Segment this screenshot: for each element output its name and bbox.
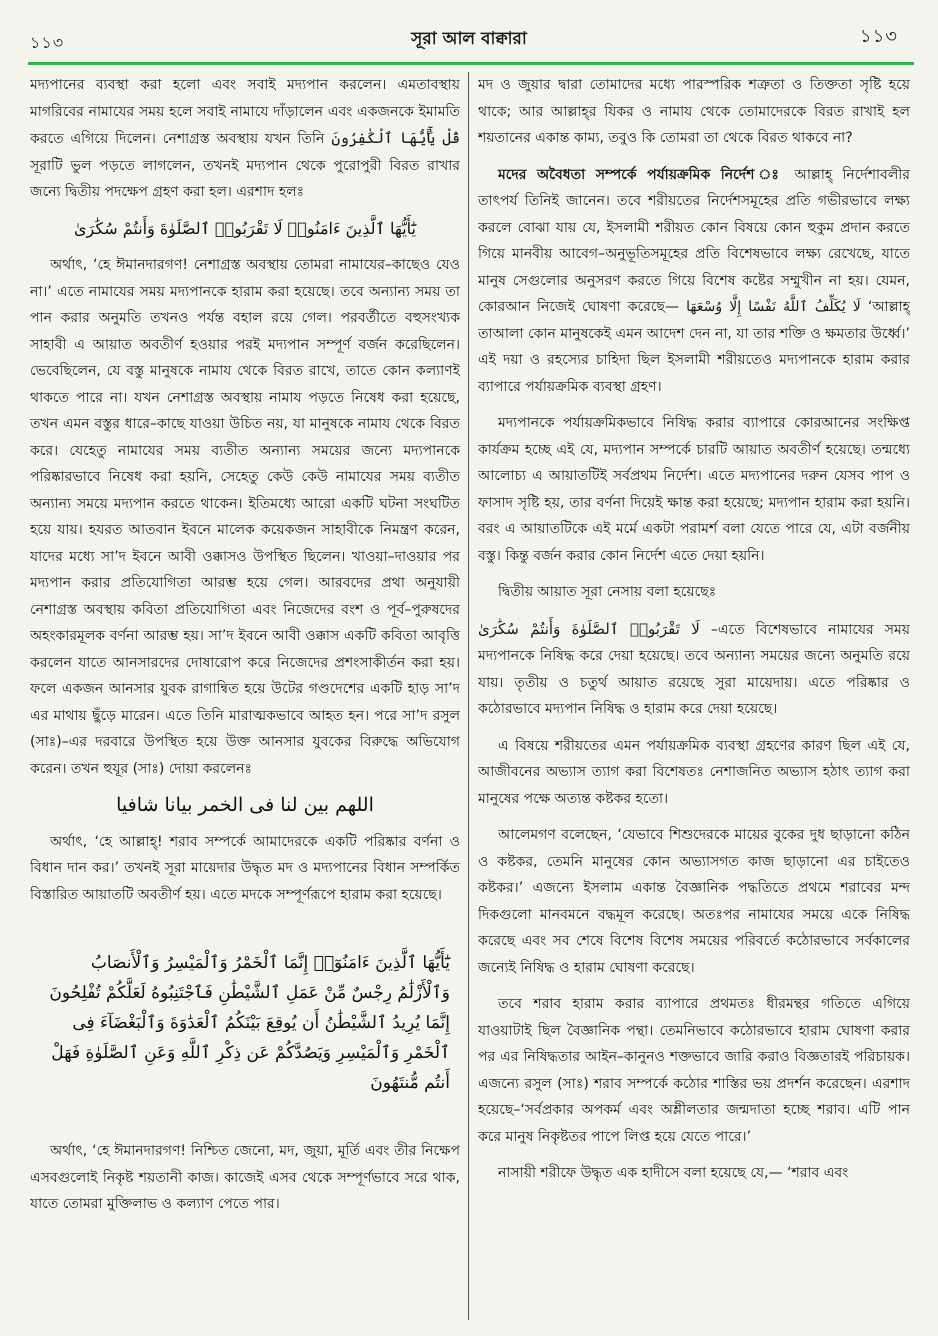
right-paragraph-4: দ্বিতীয় আয়াত সূরা নেসায় বলা হয়েছেঃ — [498, 584, 717, 600]
left-paragraph-4: অর্থাৎ, ‘হে ঈমানদারগণ! নিশ্চিত জেনো, মদ, জুয়া, মূর্তি এবং তীর নিক্ষেপ এসবগুলোই নিকৃষ্ট শয়তানী কাজ। কাজেই এসব থেকে সম্পূর্ণভাবে সরে থাক, যাতে তোমরা মুক্তিলাভ ও কল্যাণ পেতে পার। — [30, 1143, 460, 1212]
left-paragraph-3: অর্থাৎ, ‘হে আল্লাহ্! শরাব সম্পর্কে আমাদেরকে একটি পরিষ্কার বর্ণনা ও বিধান দান কর।’ তখনই সূরা মায়েদার উদ্ধৃত মদ ও মদ্যপানের বিধান সম্পর্কিত বিস্তারিত আয়াতটি অবতীর্ণ হয়। এতে মদকে সম্পূর্ণরূপে হারাম করা হয়েছে। — [30, 833, 460, 903]
arabic-verse-block: يَٰٓأَيُّهَا ٱلَّذِينَ ءَامَنُوٓا۟ إِنَّمَا ٱلْخَمْرُ وَٱلْمَيْسِرُ وَٱلْأَنصَابُ وَٱلْأَزْلَٰمُ رِجْسٌ مِّنْ عَمَلِ ٱلشَّيْطَٰنِ فَٱجْتَنِبُوهُ لَعَلَّكُمْ تُفْلِحُونَ إِنَّمَا يُرِيدُ ٱلشَّيْطَٰنُ أَن يُوقِعَ بَيْنَكُمُ ٱلْعَدَٰوَةَ وَٱلْبَغْضَآءَ فِى ٱلْخَمْرِ وَٱلْمَيْسِرِ وَيَصُدَّكُمْ عَن ذِكْرِ ٱللَّهِ وَعَنِ ٱلصَّلَوٰةِ فَهَلْ أَنتُم مُّنتَهُونَ — [49, 953, 450, 1093]
running-title: সূরা আল বাক্বারা — [411, 29, 527, 49]
right-paragraph-6: এ বিষয়ে শরীয়তের এমন পর্যায়ক্রমিক ব্যবস্থা গ্রহণের কারণ ছিল এই যে, আজীবনের অভ্যাস ত্যাগ করা বিশেষতঃ নেশাজনিত অভ্যাস হঠাৎ ত্যাগ করা মানুষের পক্ষে অত্যন্ত কষ্টকর হতো। — [478, 737, 910, 807]
left-paragraph-1: মদ্যপানের ব্যবস্থা করা হলো এবং সবাই মদ্যপান করলেন। এমতাবস্থায় মাগরিবের নামাযের সময় হলে সবাই নামাযে দাঁড়ালেন এবং একজনকে ইমামতি করতে এগিয়ে দিলেন। নেশাগ্রস্ত অবস্থায় যখন তিনি قُلْ يَٰٓأَيُّهَا ٱلْكَٰفِرُونَ সূরাটি ভুল পড়তে লাগলেন, তখনই মদ্যপান থেকে পুরোপুরী বিরত রাখার জন্যে দ্বিতীয় পদক্ষেপ গ্রহণ করা হল। এরশাদ হলঃ — [30, 77, 460, 200]
inline-arabic-wusaha: لَا يُكَلِّفُ ٱللَّهُ نَفْسًا إِلَّا وُسْعَهَا — [686, 299, 861, 315]
left-column — [30, 72, 460, 1320]
right-paragraph-9: নাসায়ী শরীফে উদ্ধৃত এক হাদীসে বলা হয়েছে যে,— ‘শরাব এবং — [498, 1165, 849, 1181]
page-header — [0, 0, 938, 64]
arabic-dua: اللهم بين لنا فى الخمر بيانا شافيا — [116, 794, 374, 816]
right-column — [478, 72, 910, 1320]
page-number-left: ১১৩ — [30, 33, 65, 52]
inline-arabic-sukara: لَا تَقْرَبُوا۟ ٱلصَّلَوٰةَ وَأَنتُمْ سُكَٰرَىٰ — [478, 619, 700, 638]
right-paragraph-7: আলেমগণ বলেছেন, ‘যেভাবে শিশুদেরকে মায়ের বুকের দুধ ছাড়ানো কঠিন ও কষ্টকর, তেমনি মানুষের কোন অভ্যাসগত কাজ ছাড়ানো এর চাইতেও কষ্টকর।’ এজন্যে ইসলাম একান্ত বৈজ্ঞানিক পদ্ধতিতে প্রথমে শরাবের মন্দ দিকগুলো মানবমনে বদ্ধমূল করেছে। অতঃপর নামাযের সময়ে একে নিষিদ্ধ করেছে এবং সব শেষে বিশেষ বিশেষ সময়ের পরিবর্তে কঠোরভাবে সর্বকালের জন্যেই নিষিদ্ধ ও হারাম ঘোষণা করেছে। — [478, 827, 910, 976]
page-number-right: ১১৩ — [859, 26, 898, 47]
inline-arabic-kafirun: قُلْ يَٰٓأَيُّهَا ٱلْكَٰفِرُونَ — [331, 129, 460, 147]
right-paragraph-8: তবে শরাব হারাম করার ব্যাপারে প্রথমতঃ ধীরমন্থর গতিতে এগিয়ে যাওয়াটাই ছিল বৈজ্ঞানিক পন্থা। তেমনিভাবে কঠোরভাবে হারাম ঘোষণা করার পর এর নিষিদ্ধতার আইন–কানুনও শক্তভাবে জারি করাও বিজ্ঞতারই পরিচায়ক। এজন্যে রসুল (সাঃ) শরাব সম্পর্কে কঠোর শাস্তির ভয় প্রদর্শন করেছেন। এরশাদ হয়েছে–‘সর্বপ্রকার অপকর্ম এবং অশ্লীলতার জন্মদাতা হচ্ছে শরাব। এটি পান করে মানুষ নিকৃষ্টতর পাপে লিপ্ত হয়ে যেতে পারে।’ — [478, 996, 910, 1145]
right-paragraph-2: মদের অবৈধতা সম্পর্কে পর্যায়ক্রমিক নির্দেশ ঃ আল্লাহ্ নির্দেশাবলীর তাৎপর্য তিনিই জানেন। তবে শরীয়তের নির্দেশসমূহের প্রতি গভীরভাবে লক্ষ্য করলে বোঝা যায় যে, ইসলামী শরীয়ত কোন বিষয়ে কোন হুকুম প্রদান করতে গিয়ে মানবীয় আবেগ–অনুভূতিসমূহের প্রতি বিশেষভাবে লক্ষ্য রেখেছে, যাতে মানুষ সেগুলোর অনুসরণ করতে গিয়ে বিশেষ কষ্টের সম্মুখীন না হয়। যেমন, কোরআন নিজেই ঘোষণা করেছে— لَا يُكَلِّفُ ٱللَّهُ نَفْسًا إِلَّا وُسْعَهَا ‘আল্লাহ্ তাআলা কোন মানুষকেই এমন আদেশ দেন না, যা তার শক্তি ও ক্ষমতার উর্ধ্বে।’ এই দয়া ও রহস্যের চাহিদা ছিল ইসলামী শরীয়তেও মদ্যপানকে হারাম করার ব্যাপারে পর্যায়ক্রমিক ব্যবস্থা গ্রহণ। — [478, 166, 910, 395]
right-paragraph-3: মদ্যপানকে পর্যায়ক্রমিকভাবে নিষিদ্ধ করার ব্যাপারে কোরআনের সংক্ষিপ্ত কার্যক্রম হচ্ছে এই যে, মদ্যপান সম্পর্কে চারটি আয়াত অবতীর্ণ হয়েছে। তন্মধ্যে আলোচ্য এ আয়াতটিই সর্বপ্রথম নির্দেশ। এতে মদ্যপানের দরুন যেসব পাপ ও ফাসাদ সৃষ্টি হয়, তার বর্ণনা দিয়েই ক্ষান্ত করা হয়েছে; মদ্যপান হারাম করা হয়নি। বরং এ আয়াতটিকে এই মর্মে একটা পরামর্শ বলা যেতে পারে যে, এটা বর্জনীয় বস্তু। কিন্তু বর্জন করার কোন নির্দেশ এতে দেয়া হয়নি। — [478, 415, 910, 564]
header-rule — [28, 62, 914, 65]
section-heading: মদের অবৈধতা সম্পর্কে পর্যায়ক্রমিক নির্দেশ ঃ — [498, 166, 785, 183]
right-paragraph-5: لَا تَقْرَبُوا۟ ٱلصَّلَوٰةَ وَأَنتُمْ سُكَٰرَىٰ –এতে বিশেষভাবে নামাযের সময় মদ্যপানকে নিষিদ্ধ করে দেয়া হয়েছে। তবে অন্যান্য সময়ের জন্যে অনুমতি রয়ে যায়। তৃতীয় ও চতুর্থ আয়াত রয়েছে সুরা মায়েদায়। এতে পরিষ্কার ও কঠোরভাবে মদ্যপান নিষিদ্ধ ও হারাম করে দেয়া হয়েছে। — [478, 619, 910, 717]
arabic-verse-1: يَٰٓأَيُّهَا ٱلَّذِينَ ءَامَنُوا۟ لَا تَقْرَبُوا۟ ٱلصَّلَوٰةَ وَأَنتُمْ سُكَٰرَىٰ — [74, 218, 416, 238]
column-divider — [468, 72, 469, 1320]
right-paragraph-1: মদ ও জুয়ার দ্বারা তোমাদের মধ্যে পারস্পরিক শত্রুতা ও তিক্ততা সৃষ্টি হয়ে থাকে; আর আল্লাহ্‌র যিকর ও নামায থেকে তোমাদেরকে বিরত রাখাই হল শয়তানের একান্ত কাম্য, তবুও কি তোমরা তা থেকে বিরত থাকবে না? — [478, 77, 910, 146]
left-paragraph-2: অর্থাৎ, ‘হে ঈমানদারগণ! নেশাগ্রস্ত অবস্থায় তোমরা নামাযের–কাছেও যেও না।’ এতে নামাযের সময় মদ্যপানকে হারাম করা হয়েছে। তবে অন্যান্য সময় তা পান করার অনুমতি তখনও পর্যন্ত বহাল রয়ে গেল। পরবর্তীতে বহুসংখ্যক সাহাবী এ আয়াত অবতীর্ণ হওয়ার পরই মদ্যপান সম্পূর্ণ বর্জন করেছিলেন। ভেবেছিলেন, যে বস্তু মানুষকে নামায থেকে বিরত রাখে, তাতে কোন কল্যাণই থাকতে পারে না। যখন নেশাগ্রস্ত অবস্থায় নামায পড়তে নিষেধ করা হয়েছে, তখন এমন বস্তুর ধারে–কাছে যাওয়া উচিত নয়, যা মানুষকে নামায থেকে বিরত করে। যেহেতু নামাযের সময় ব্যতীত অন্যান্য সময়ের জন্যে মদ্যপানকে পরিষ্কারভাবে নিষেধ করা হয়নি, সেহেতু কেউ কেউ নামাযের সময় ব্যতীত অন্যান্য সময়ে মদ্যপান করতে থাকেন। ইতিমধ্যে আরো একটি ঘটনা সংঘটিত হয়ে যায়। হযরত আতবান ইবনে মালেক কয়েকজন সাহাবীকে নিমন্ত্রণ করেন, যাদের মধ্যে সা’দ ইবনে আবী ওক্কাসও উপস্থিত ছিলেন। খাওয়া–দাওয়ার পর মদ্যপান করার প্রতিযোগিতা আরম্ভ হয়ে গেল। আরবদের প্রথা অনুযায়ী নেশাগ্রস্ত অবস্থায় কবিতা প্রতিযোগিতা এবং নিজেদের বংশ ও পূর্ব–পুরুষদের অহংকারমূলক বর্ণনা আরম্ভ হয়। সা’দ ইবনে আবী ওক্কাস একটি কবিতা আবৃত্তি করলেন যাতে আনসারদের দোষারোপ করে নিজেদের প্রশংসাকীর্তন করা হয়। ফলে একজন আনসার যুবক রাগান্বিত হয়ে উটের গণ্ডদেশের একটি হাড় সা’দ এর মাথায় ছুঁড়ে মারেন। এতে তিনি মারাত্মকভাবে আহত হন। পরে সা’দ রসুল (সাঃ)–এর দরবারে উপস্থিত হয়ে উক্ত আনসার যুবকের বিরুদ্ধে অভিযোগ করেন। তখন হুযূর (সাঃ) দোয়া করলেনঃ — [30, 257, 460, 777]
